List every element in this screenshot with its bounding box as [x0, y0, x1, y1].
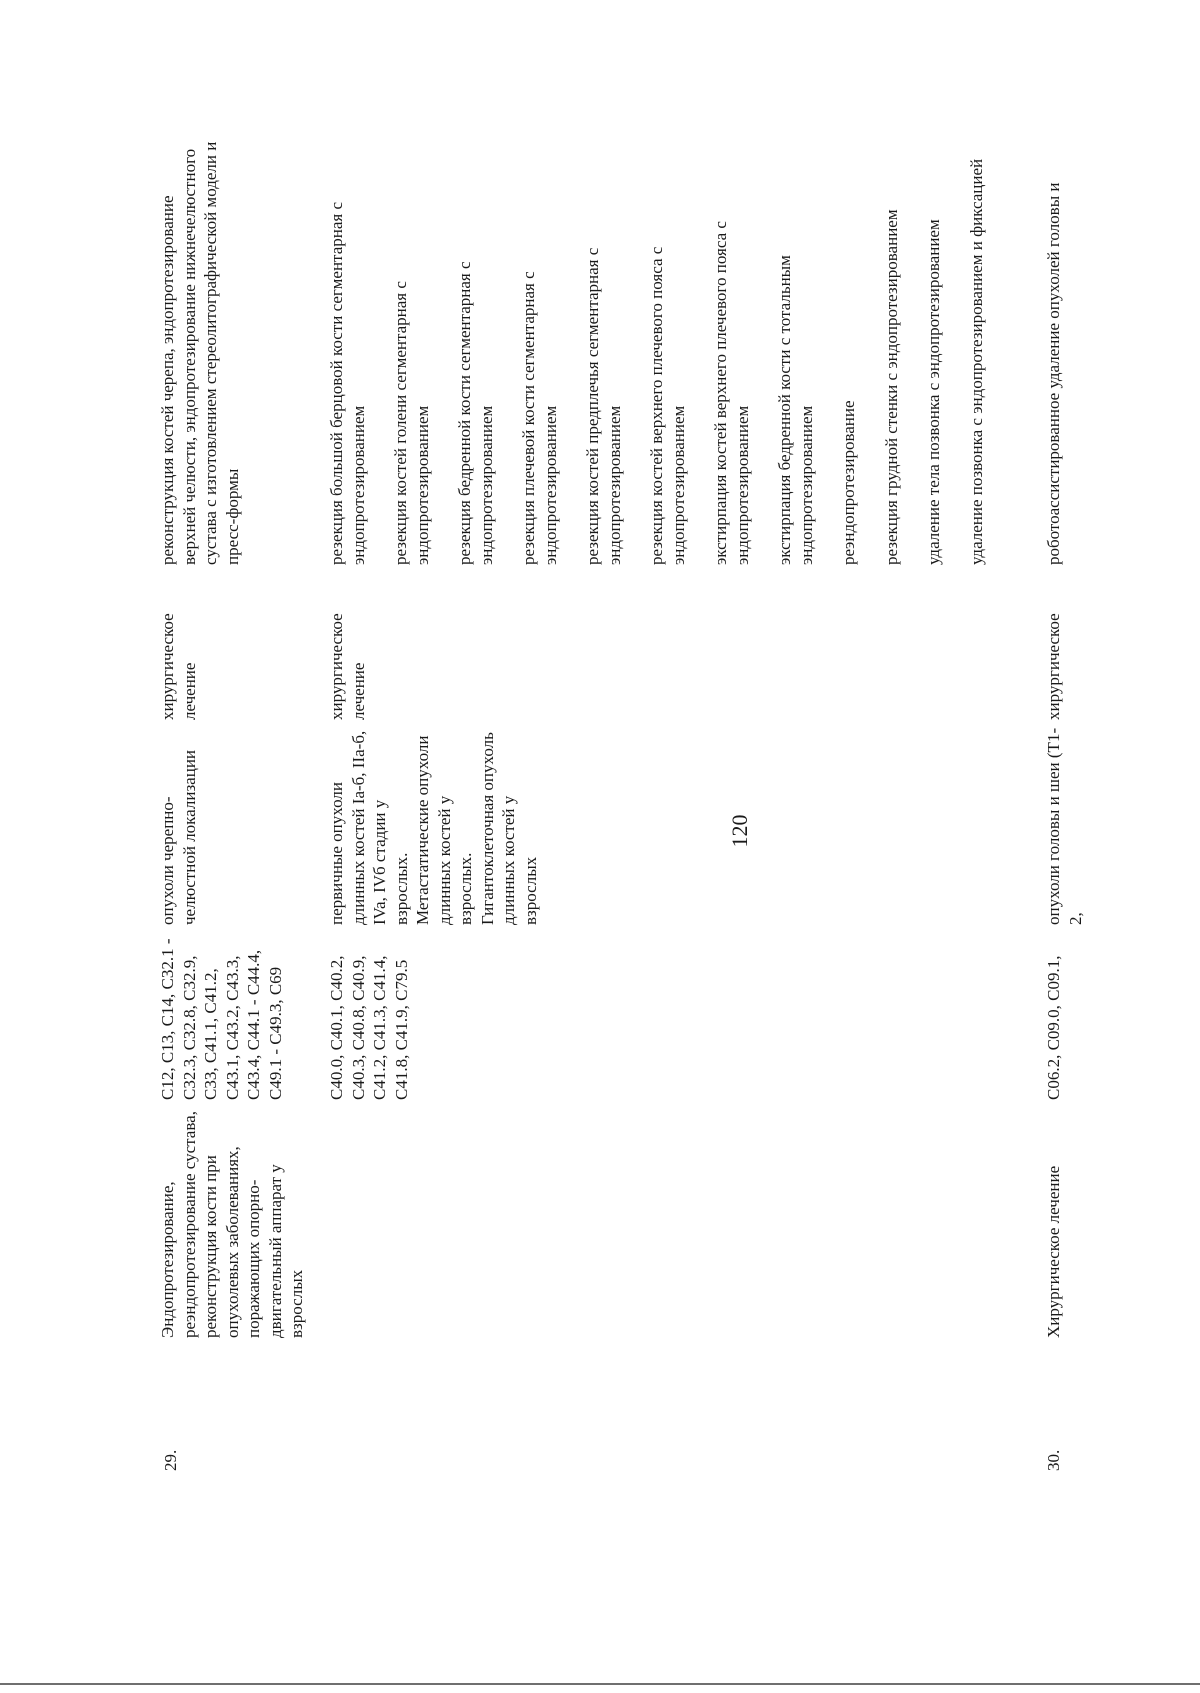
method-item: резекция большой берцовой кости сегментарная с эндопротезированием [327, 202, 368, 565]
row-30-method: роботоассистированное удаление опухолей головы и [1044, 182, 1063, 565]
row-29-group-2-treatment: хирургическое лечение [327, 613, 368, 720]
row-30-name: Хирургическое лечение [1044, 1165, 1063, 1338]
method-item: удаление позвонка с эндопротезированием и фиксацией [966, 158, 986, 565]
method-item: резекция костей предплечья сегментарная с эндопротезированием [583, 247, 624, 565]
method-item: резекция бедренной кости сегментарная с эндопротезированием [455, 261, 496, 565]
method-item: резекция грудной стенки с эндопротезированием [881, 209, 901, 565]
row-30-number: 30. [1044, 1449, 1063, 1471]
row-30-codes: C06.2, C09.0, C09.1, [1044, 955, 1063, 1100]
row-30-treatment: хирургическое [1044, 613, 1063, 720]
row-29-group-1-codes: C12, C13, C14, C32.1 - C32.3, C32.8, C32.9, C33, C41.1, C41.2, C43.1, C43.2, C43.3, C43.4, C44.1 - C44.4, C49.1 - C49.3, C69 [158, 938, 285, 1100]
method-item: экстирпация бедренной кости с тотальным эндопротезированием [775, 255, 816, 565]
method-item: экстирпация костей верхнего плечевого пояса с эндопротезированием [711, 221, 752, 565]
bottom-rule [0, 1683, 1200, 1685]
method-item: резекция костей голени сегментарная с эндопротезированием [391, 281, 432, 565]
row-29-group-1-diagnosis: опухоли черепно-челюстной локализации [158, 749, 199, 925]
page-number: 120 [727, 814, 752, 848]
row-29-group-2-diagnosis: первичные опухоли длинных костей Ia-б, IIa-б, IVa, IVб стадии у взрослых. Метастатические опухоли длинных костей у взрослых. Гигантоклеточная опухоль длинных костей у взрослых [327, 730, 540, 925]
method-item: удаление тела позвонка с эндопротезированием [924, 219, 943, 565]
row-29-number: 29. [161, 1449, 180, 1471]
row-29-name: Эндопротезирование, реэндопротезирование сустава, реконструкция кости при опухолевых заболеваниях, поражающих опорно-двигательный аппарат у взрослых [158, 1111, 306, 1338]
row-30-diagnosis: опухоли головы и шеи (T1-2, [1044, 727, 1085, 925]
method-item: резекция костей верхнего плечевого пояса с эндопротезированием [647, 246, 688, 565]
method-item: реэндопротезирование [839, 400, 858, 565]
row-29-group-2-methods [326, 135, 987, 565]
row-29-group-2-codes: C40.0, C40.1, C40.2, C40.3, C40.8, C40.9, C41.2, C41.3, C41.4, C41.8, C41.9, C79.5 [327, 955, 411, 1100]
row-29-group-1-method: реконструкция костей черепа, эндопротезирование верхней челюсти, эндопротезирование нижнечелюстного сустава с изготовлением стереолитографической модели и пресс-формы [158, 141, 242, 565]
row-29-group-1-treatment: хирургическое лечение [158, 613, 199, 720]
method-item: резекция плечевой кости сегментарная с эндопротезированием [519, 271, 560, 565]
